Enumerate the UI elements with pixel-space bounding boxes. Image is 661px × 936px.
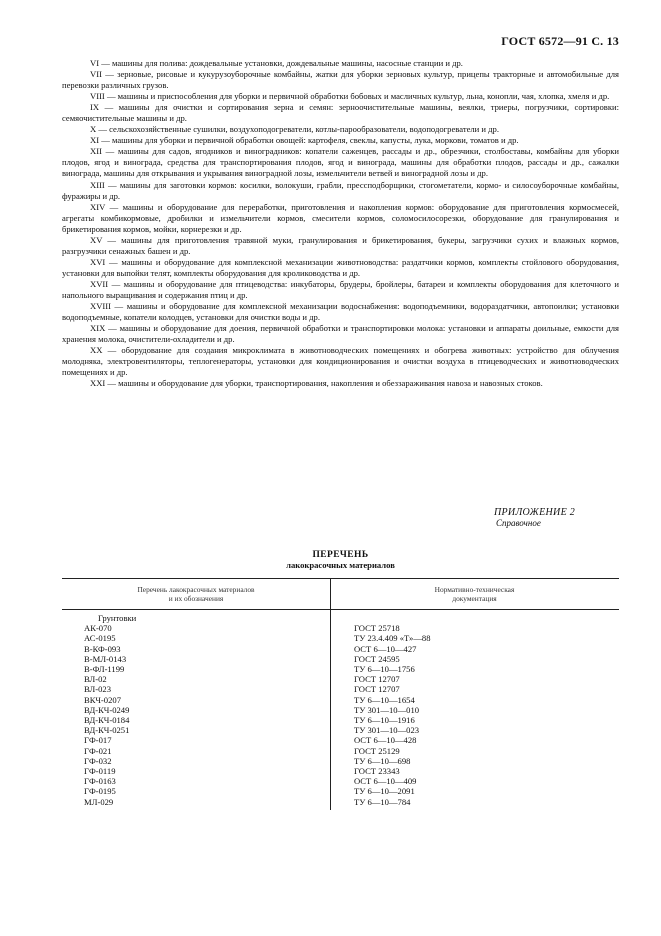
documentation-cell: ТУ 23.4.409 «Т»—88 — [354, 633, 431, 644]
documentation-cell: ГОСТ 25129 — [354, 745, 400, 756]
documentation-cell: ГОСТ 25718 — [354, 623, 400, 634]
material-cell: В-КФ-093 — [84, 643, 121, 654]
documentation-cell: ТУ 6—10—2091 — [354, 786, 415, 797]
header-divider — [62, 609, 619, 610]
material-cell: АС-0195 — [84, 633, 116, 644]
material-cell: ВД-КЧ-0249 — [84, 704, 130, 715]
list-title-main: ПЕРЕЧЕНЬ — [312, 550, 369, 560]
documentation-cell: ГОСТ 12707 — [354, 684, 400, 695]
appendix-title: ПРИЛОЖЕНИЕ 2 — [494, 507, 576, 518]
paragraph: XII — машины для садов, ягодников и виноградников: копатели саженцев, рассады и др., обрезчики, столбоставы, комбайны для уборки плодов, ягод и винограда, средства для транспортирования плодов, ягод и винограда, машины для обработки плодов, рассады и др., сажалки винограда, машины для открывания и укрывания виноградной лозы, измельчители ветвей и виноградной лозы и др. — [62, 146, 619, 179]
header-documentation-line: документация — [452, 594, 497, 603]
material-cell: В-МЛ-0143 — [84, 653, 127, 664]
header-materials-line: и их обозначения — [168, 594, 224, 603]
paragraph: VIII — машины и приспособления для уборки и первичной обработки бобовых и масличных культур, льна, конопли, чая, хлопка, хмеля и др. — [90, 91, 610, 102]
material-cell: ВКЧ-0207 — [84, 694, 121, 705]
paragraph: IX — машины для очистки и сортирования зерна и семян: зерноочистительные машины, веялки, триеры, погрузчики, сортировки: семяочистительные машины и др. — [62, 102, 619, 124]
material-cell: ГФ-0119 — [84, 766, 116, 777]
documentation-cell: ТУ 6—10—1916 — [354, 715, 415, 726]
documentation-cell: ТУ 6—10—784 — [354, 796, 411, 807]
documentation-cell: ГОСТ 12707 — [354, 674, 400, 685]
spacer — [354, 613, 431, 623]
documentation-column — [354, 613, 431, 807]
material-cell: ВЛ-023 — [84, 684, 111, 695]
documentation-cell: ТУ 301—10—023 — [354, 725, 420, 736]
list-title-sub: лакокрасочных материалов — [286, 560, 395, 570]
paragraph: XVIII — машины и оборудование для комплексной механизации водоснабжения: водоподъемники, водораздатчики, автопоилки; установки водоподъемные, копатели колодцев, установки для очистки воды и др. — [62, 301, 619, 323]
documentation-cell: ОСТ 6—10—427 — [354, 643, 417, 654]
documentation-cell: ОСТ 6—10—428 — [354, 735, 417, 746]
material-cell: ГФ-0163 — [84, 776, 116, 787]
documentation-cell: ГОСТ 24595 — [354, 653, 400, 664]
material-cell: ГФ-021 — [84, 745, 112, 756]
documentation-cell: ГОСТ 23343 — [354, 766, 400, 777]
body-text — [62, 58, 619, 389]
paragraph: XV — машины для приготовления травяной муки, гранулирования и брикетирования, букеры, загрузчики сухих и влажных кормов, разгрузчики сенажных башен и др. — [62, 234, 619, 256]
paragraph: XI — машины для уборки и первичной обработки овощей: картофеля, свеклы, капусты, лука, моркови, томатов и др. — [90, 135, 519, 146]
material-cell: ГФ-032 — [84, 755, 112, 766]
material-cell: В-ФЛ-1199 — [84, 664, 125, 675]
materials-column — [84, 613, 136, 807]
documentation-cell: ТУ 6—10—698 — [354, 755, 411, 766]
paragraph: XIII — машины для заготовки кормов: косилки, волокуши, грабли, прессподборщики, стогометатели, кормо- и силосоуборочные комбайны, фуражиры и др. — [62, 179, 619, 201]
documentation-cell: ОСТ 6—10—409 — [354, 776, 417, 787]
material-cell: МЛ-029 — [84, 796, 114, 807]
paragraph: XVI — машины и оборудование для комплексной механизации животноводства: раздатчики кормов, комплекты стойлового оборудования, установки для выпойки телят, комплекты оборудования для кролиководства и др. — [62, 256, 619, 278]
documentation-cell: ТУ 6—10—1756 — [354, 664, 415, 675]
paragraph: VI — машины для полива: дождевальные установки, дождевальные машины, насосные станции и др. — [90, 58, 463, 68]
paragraph: VII — зерновые, рисовые и кукурузоуборочные комбайны, жатки для уборки зерновых культур, прицепы тракторные и автомобильные для перевозки различных грузов. — [62, 69, 619, 91]
material-cell: ВЛ-02 — [84, 674, 107, 685]
group-label: Грунтовки — [98, 613, 137, 623]
paragraph: XVII — машины и оборудование для птицеводства: инкубаторы, брудеры, бройлеры, батареи и комплекты оборудования для клеточного и напольного выращивания и содержания птиц и др. — [62, 278, 619, 300]
header-materials — [62, 585, 330, 603]
material-cell: ГФ-0195 — [84, 786, 116, 797]
column-divider — [330, 579, 331, 810]
list-title — [62, 550, 619, 570]
appendix-subtitle: Справочное — [496, 518, 541, 528]
header-documentation — [330, 585, 619, 603]
documentation-cell: ТУ 6—10—1654 — [354, 694, 415, 705]
material-cell: ВД-КЧ-0184 — [84, 715, 130, 726]
header-materials-line: Перечень лакокрасочных материалов — [137, 585, 255, 594]
material-cell: АК-070 — [84, 623, 112, 634]
documentation-cell: ТУ 301—10—010 — [354, 704, 420, 715]
paragraph: XX — оборудование для создания микроклимата в животноводческих помещениях и обогрева животных: устройство для облучения молодняка, электровентиляторы, теплогенераторы, установки для кондиционирования и очистки воздуха в птицеводческих и животноводческих помещениях и др. — [62, 345, 619, 378]
paragraph: X — сельскохозяйственные сушилки, воздухоподогреватели, котлы-парообразователи, водоподогреватели и др. — [90, 124, 499, 135]
materials-table — [62, 578, 619, 924]
page-header: ГОСТ 6572—91 С. 13 — [501, 34, 619, 48]
header-documentation-line: Нормативно-техническая — [434, 585, 515, 594]
appendix-label — [494, 507, 619, 528]
material-cell: ВД-КЧ-0251 — [84, 725, 130, 736]
paragraph: XIV — машины и оборудование для переработки, приготовления и накопления кормов: оборудование для приготовления кормосмесей, агрегаты комбикормовые, дробилки и измельчители кормов, смесители кормов, соломосилосорезки, оборудование для гранулирования и брикетирования кормов, мойки, корнерезки и др. — [62, 201, 619, 234]
material-cell: ГФ-017 — [84, 735, 112, 746]
paragraph: XXI — машины и оборудование для уборки, транспортирования, накопления и обеззараживания навоза и навозных стоков. — [90, 378, 543, 389]
paragraph: XIX — машины и оборудование для доения, первичной обработки и транспортировки молока: установки и аппараты доильные, емкости для хранения молока, очистители-охладители и др. — [62, 323, 619, 345]
